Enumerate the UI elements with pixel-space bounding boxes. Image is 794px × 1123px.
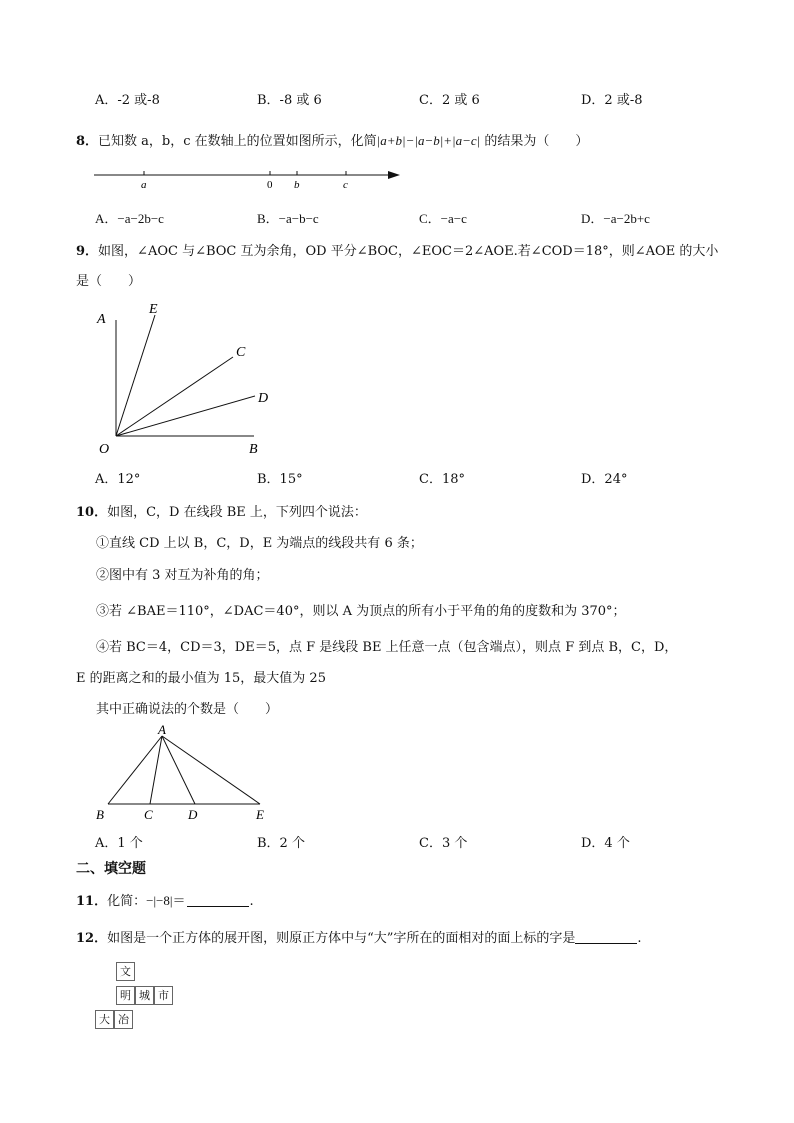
q11-expression: −|−8|＝ [146, 893, 186, 908]
point-a-label: A [97, 312, 106, 327]
q7-option-a: A．-2 或-8 [95, 93, 160, 108]
q8-expression: |a+b|−|a−b|+|a−c| [376, 133, 481, 148]
cube-face-da: 大 [95, 1010, 114, 1029]
segment-ab [108, 736, 162, 804]
cube-face-shi: 市 [154, 986, 173, 1005]
q9-stem-text: 如图，∠AOC 与∠BOC 互为余角，OD 平分∠BOC，∠EOC＝2∠AOE.若∠COD＝18°，则∠AOE 的大小 [98, 244, 719, 259]
cube-face-cheng: 城 [135, 986, 154, 1005]
q10-stem-text: 如图，C，D 在线段 BE 上，下列四个说法： [107, 505, 367, 520]
segment-ad [162, 736, 195, 804]
q9-angle-figure [92, 298, 277, 458]
label-a: a [141, 179, 147, 191]
q12-end: . [637, 931, 642, 946]
q12-answer-blank[interactable] [575, 931, 637, 944]
label-b: b [294, 179, 300, 191]
q10-statement-2: ②图中有 3 对互为补角的角； [96, 568, 269, 583]
point-b-label: B [249, 442, 258, 457]
q9-number: 9． [76, 244, 99, 259]
ray-oc [116, 357, 233, 436]
q11-number: 11． [76, 894, 108, 909]
q10-option-c: C．3 个 [419, 836, 468, 851]
q9-option-d: D．24° [581, 472, 628, 487]
q11-stem [76, 890, 254, 909]
q7-option-b: B．-8 或 6 [257, 93, 322, 108]
ray-oe [116, 315, 155, 436]
q9-stem-line2: 是（ ） [76, 274, 142, 289]
q9-stem-line1 [76, 240, 718, 259]
q10-option-a: A．1 个 [95, 836, 143, 851]
cube-face-ye: 冶 [114, 1010, 133, 1029]
q10-stem [76, 501, 367, 520]
q10-statement-3: ③若 ∠BAE＝110°，∠DAC＝40°，则以 A 为顶点的所有小于平角的角的度数和为 370°； [96, 604, 626, 619]
cube-face-wen: 文 [116, 962, 135, 981]
ray-od [116, 396, 255, 436]
q10-option-d: D．4 个 [581, 836, 630, 851]
q10-ask: 其中正确说法的个数是（ ） [96, 702, 279, 717]
q8-stem-text: 已知数 a，b，c 在数轴上的位置如图所示，化简 [98, 134, 377, 149]
point-c-label: C [144, 807, 153, 822]
point-e-label: E [149, 302, 158, 317]
q11-stem-text: 化简： [107, 894, 147, 909]
q8-number-line [88, 164, 408, 192]
label-0: 0 [267, 179, 273, 191]
q10-statement-4-line2: E 的距离之和的最小值为 15，最大值为 25 [76, 671, 326, 686]
number-line-arrow [388, 171, 400, 179]
section-fill-in-title: 二、填空题 [76, 861, 146, 877]
q12-stem [76, 927, 642, 946]
segment-ae [162, 736, 260, 804]
point-e-label: E [256, 807, 264, 822]
point-d-label: D [188, 807, 198, 822]
q10-statement-4-line1: ④若 BC＝4，CD＝3，DE＝5，点 F 是线段 BE 上任意一点（包含端点），则点 F 到点 B，C，D， [96, 640, 678, 655]
q12-number: 12． [76, 931, 108, 946]
q12-cube-net [95, 962, 185, 1032]
point-c-label: C [236, 345, 246, 360]
point-d-label: D [258, 391, 269, 406]
q8-number: 8． [76, 134, 99, 149]
q11-end: . [249, 894, 254, 909]
cube-face-ming: 明 [116, 986, 135, 1005]
label-c: c [343, 179, 348, 191]
segment-ac [150, 736, 162, 804]
q9-option-b: B．15° [257, 472, 303, 487]
q7-option-d: D．2 或-8 [581, 93, 643, 108]
q7-option-c: C．2 或 6 [419, 93, 480, 108]
point-o-label: O [99, 442, 110, 457]
q12-stem-text: 如图是一个正方体的展开图，则原正方体中与“大”字所在的面相对的面上标的字是 [107, 931, 576, 946]
q9-option-c: C．18° [419, 472, 465, 487]
q9-option-a: A．12° [95, 472, 141, 487]
point-a-label: A [158, 722, 166, 737]
q10-statement-1: ①直线 CD 上以 B，C，D，E 为端点的线段共有 6 条； [96, 536, 423, 551]
q11-answer-blank[interactable] [187, 894, 249, 907]
q8-stem [76, 130, 588, 149]
q8-option-c: C．−a−c [419, 211, 467, 226]
point-b-label: B [96, 807, 104, 822]
q8-option-d: D．−a−2b+c [581, 211, 650, 226]
q10-option-b: B．2 个 [257, 836, 305, 851]
q8-option-a: A．−a−2b−c [95, 211, 164, 226]
q10-number: 10． [76, 505, 108, 520]
q8-option-b: B．−a−b−c [257, 211, 319, 226]
q8-stem-tail: 的结果为（ ） [480, 134, 589, 149]
q10-triangle-figure [90, 722, 280, 827]
